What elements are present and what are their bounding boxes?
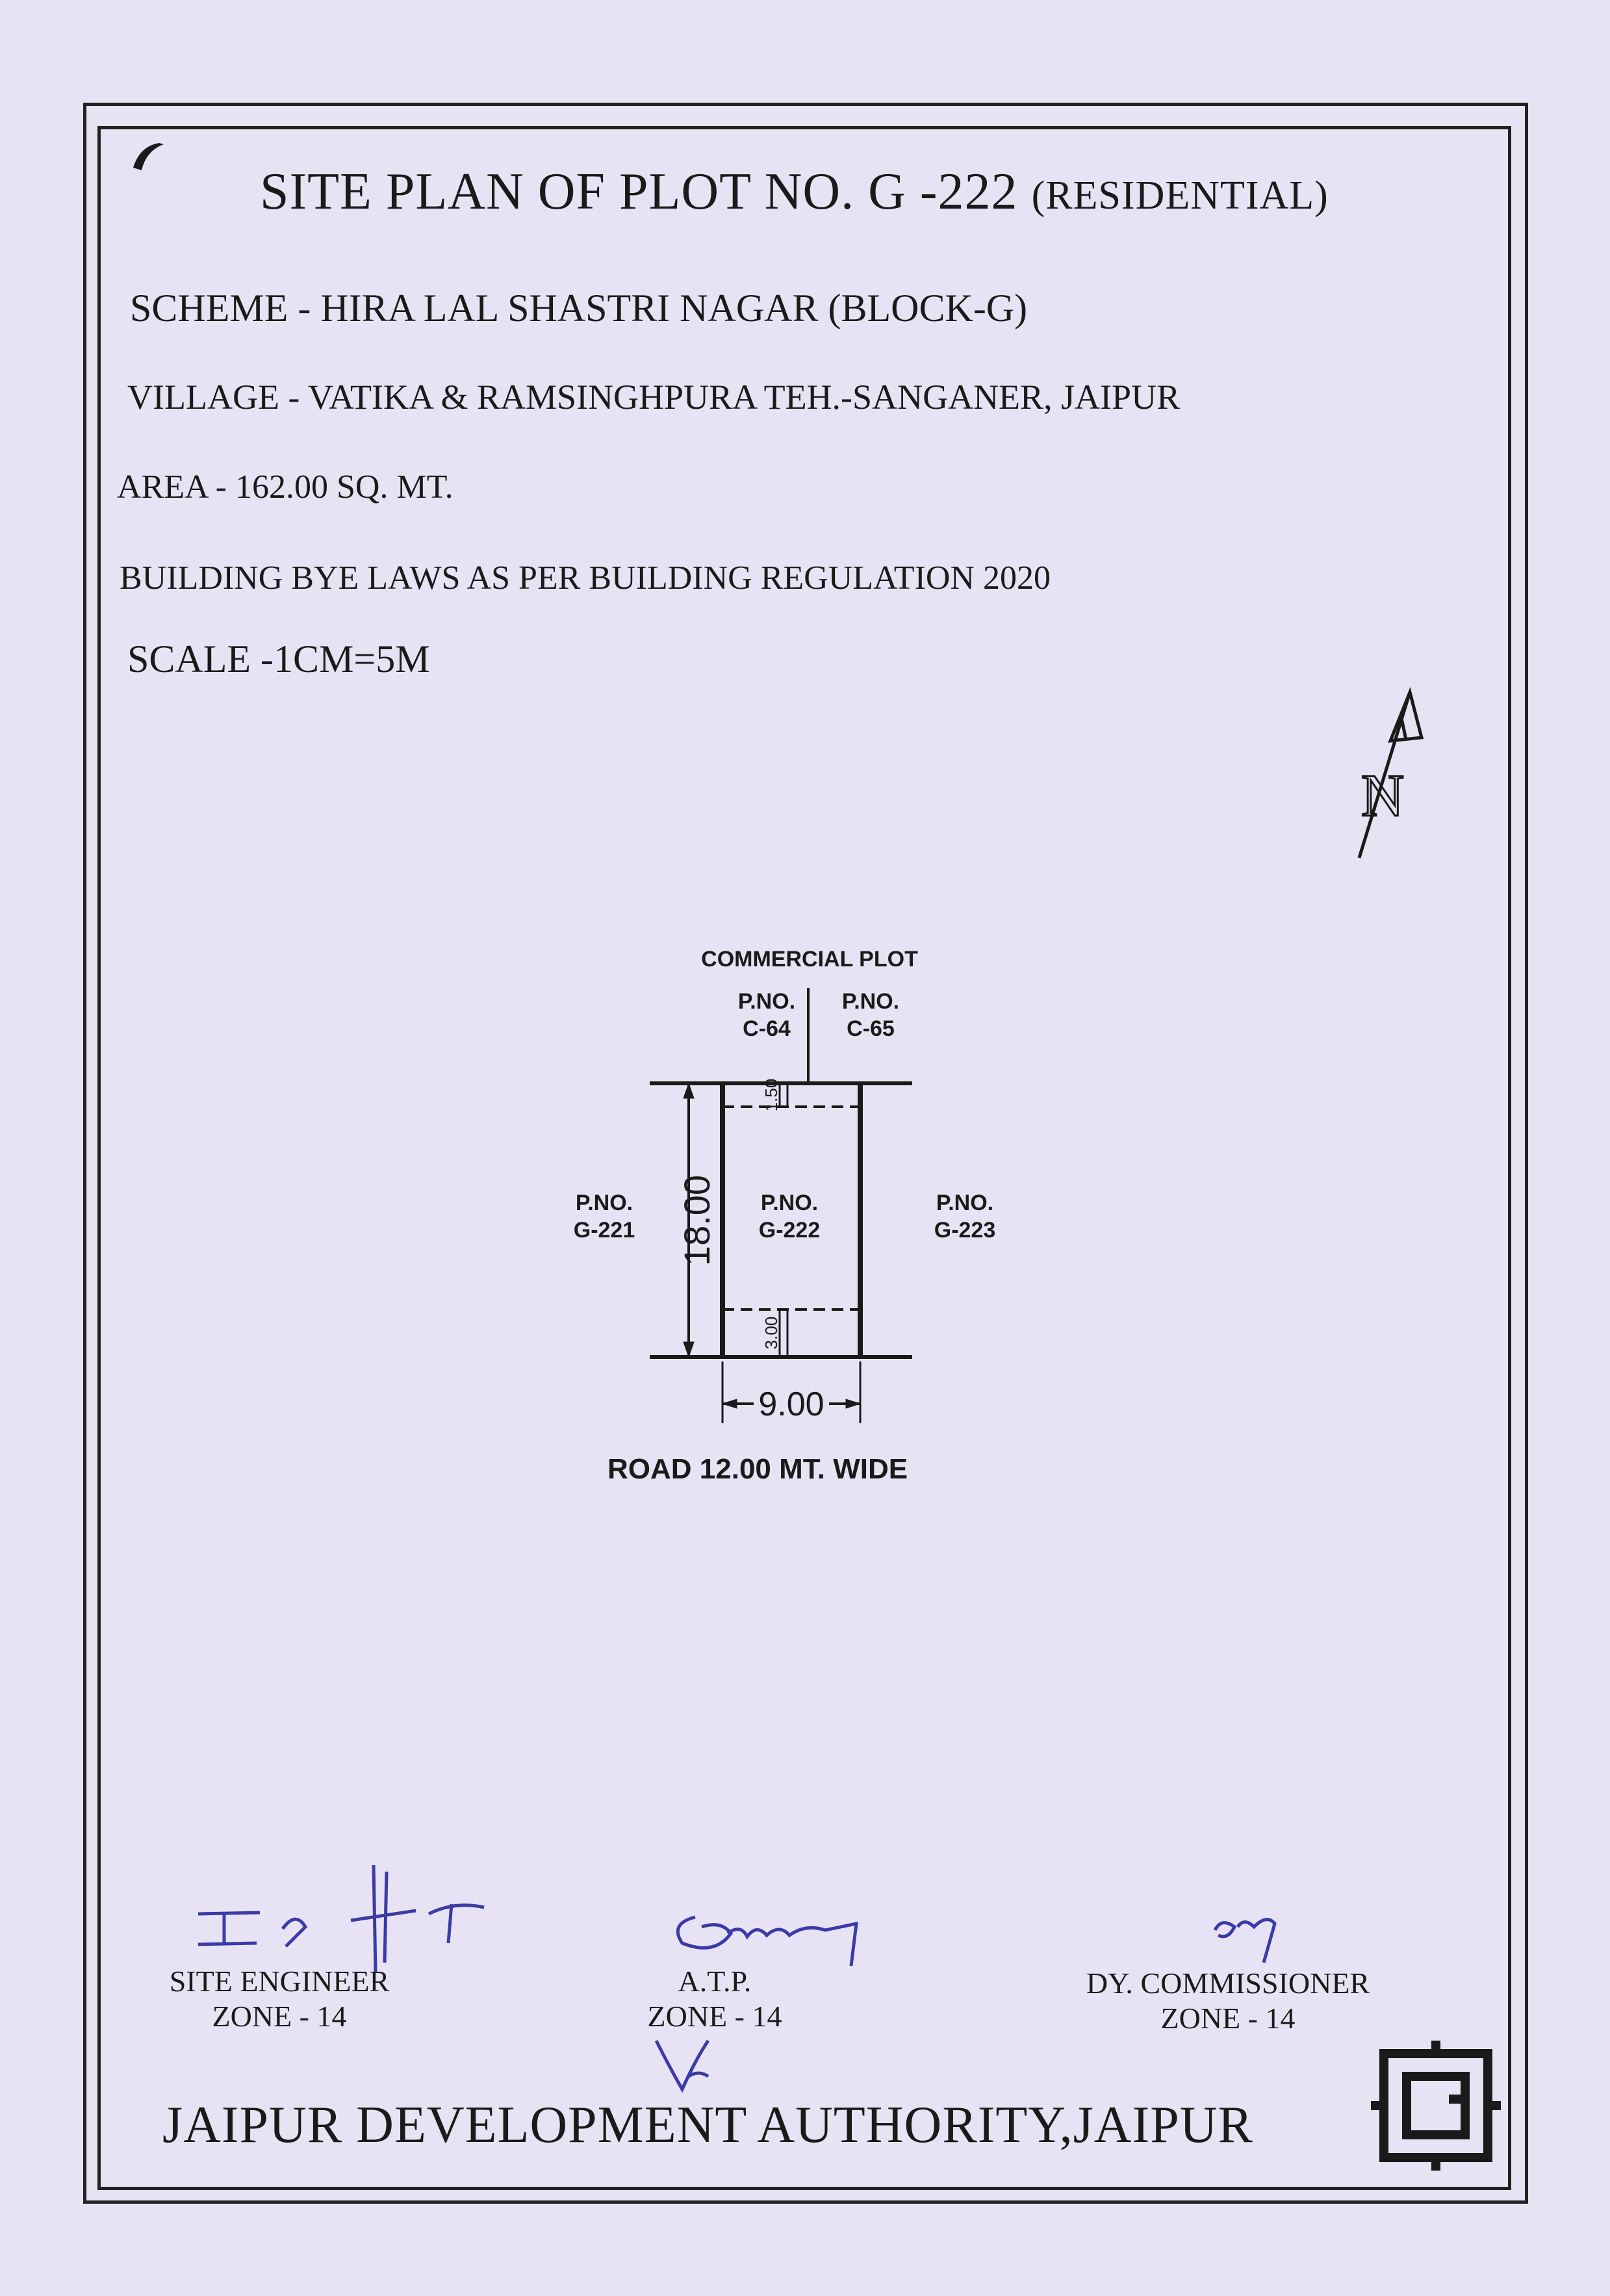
scheme-line: SCHEME - HIRA LAL SHASTRI NAGAR (BLOCK-G): [130, 287, 1028, 329]
dy-commissioner-signature: [1215, 1920, 1275, 1963]
area-line: AREA - 162.00 SQ. MT.: [117, 469, 454, 506]
title-suffix: (RESIDENTIAL): [1031, 174, 1329, 218]
north-label: N: [1361, 762, 1405, 829]
page-title: [260, 162, 1329, 222]
commercial-plot-label: COMMERCIAL PLOT: [701, 947, 918, 972]
site-engineer-label: SITE ENGINEER ZONE - 14: [169, 1965, 390, 2033]
front-setback-text: 3.00: [761, 1316, 781, 1350]
length-dimension-text: 18.00: [676, 1174, 717, 1267]
jda-logo-icon: [1371, 2041, 1501, 2171]
plot-g222-label: P.NO. G-222: [758, 1191, 821, 1243]
title-main: SITE PLAN OF PLOT NO. G -222: [260, 163, 1018, 220]
dy-commissioner-label: DY. COMMISSIONER ZONE - 14: [1086, 1967, 1370, 2035]
plot-c64-label: P.NO. C-64: [737, 989, 796, 1041]
authority-footer: JAIPUR DEVELOPMENT AUTHORITY,JAIPUR: [162, 2096, 1253, 2154]
atp-label: A.T.P. ZONE - 14: [647, 1965, 782, 2033]
corner-mark-icon: [133, 143, 164, 170]
rear-setback-text: 1.50: [761, 1078, 781, 1112]
plot-g221-label: P.NO. G-221: [573, 1191, 635, 1243]
bye-laws-line: BUILDING BYE LAWS AS PER BUILDING REGULATION 2020: [120, 560, 1051, 597]
village-line: VILLAGE - VATIKA & RAMSINGHPURA TEH.-SANGANER, JAIPUR: [127, 378, 1181, 417]
plot-g223-label: P.NO. G-223: [934, 1191, 996, 1243]
road-label: ROAD 12.00 MT. WIDE: [607, 1453, 908, 1485]
scale-line: SCALE -1CM=5M: [127, 638, 430, 680]
site-engineer-signature: [198, 1865, 484, 1972]
plot-c65-label: P.NO. C-65: [841, 989, 900, 1041]
width-dimension-text: 9.00: [758, 1386, 824, 1423]
